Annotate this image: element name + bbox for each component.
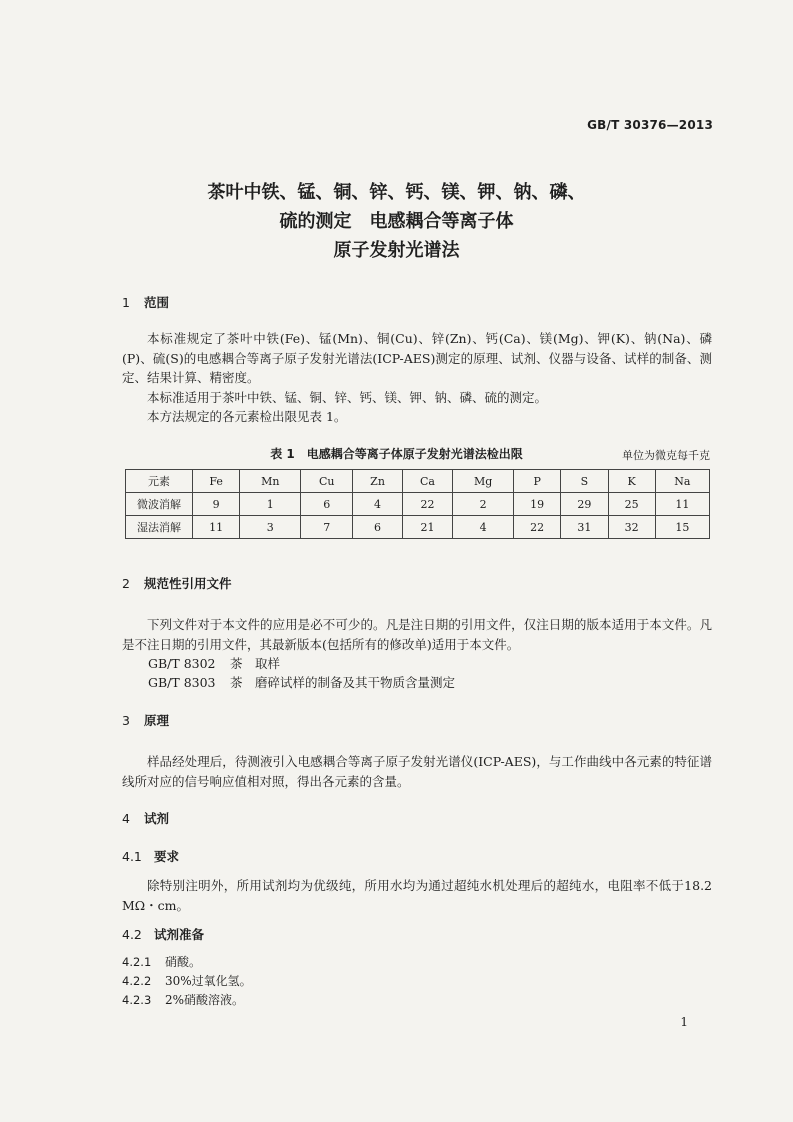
table-cell: 6 [353, 516, 403, 539]
item-number: 4.2.2 [122, 974, 152, 988]
table-header-cell: Cu [301, 470, 353, 493]
table-header-row [126, 470, 710, 493]
table-cell: 4 [353, 493, 403, 516]
section-title: 规范性引用文件 [144, 576, 232, 591]
section-title: 试剂 [144, 811, 170, 826]
item-text: 30%过氧化氢。 [165, 974, 252, 988]
paragraph: 样品经处理后，待测液引入电感耦合等离子原子发射光谱仪(ICP-AES)，与工作曲线中各元素的特征谱线所对应的信号响应值相对照，得出各元素的含量。 [122, 754, 712, 789]
table-cell: 3 [240, 516, 301, 539]
table-row-label: 微波消解 [126, 493, 193, 516]
table-cell: 6 [301, 493, 353, 516]
table-cell: 11 [193, 516, 240, 539]
item-text: 硝酸。 [165, 955, 202, 969]
section-number: 2 [122, 576, 130, 591]
section-3-body [122, 752, 712, 791]
section-1-heading [122, 293, 169, 311]
table-cell: 19 [514, 493, 561, 516]
reference-code: GB/T 8302 [148, 656, 216, 671]
table-header-label: 元素 [126, 470, 193, 493]
table-unit: 单位为微克每千克 [622, 449, 710, 462]
paragraph: 本标准规定了茶叶中铁(Fe)、锰(Mn)、铜(Cu)、锌(Zn)、钙(Ca)、镁(Mg)、钾(K)、钠(Na)、磷(P)、硫(S)的电感耦合等离子原子发射光谱法(ICP-AES)测定的原理、试剂、仪器与设备、试样的制备、测定、结果计算、精密度。 [122, 331, 712, 385]
section-2-body [122, 615, 712, 654]
title-line-1: 茶叶中铁、锰、铜、锌、钙、镁、钾、钠、磷、 [207, 182, 586, 203]
paragraph: 下列文件对于本文件的应用是必不可少的。凡是注日期的引用文件，仅注日期的版本适用于本文件。凡是不注日期的引用文件，其最新版本(包括所有的修改单)适用于本文件。 [122, 617, 712, 652]
paragraph: 除特别注明外，所用试剂均为优级纯，所用水均为通过超纯水机处理后的超纯水，电阻率不低于18.2 MΩ・cm。 [122, 878, 712, 913]
reference-title: 茶 取样 [230, 656, 281, 671]
subsection-number: 4.1 [122, 849, 142, 864]
section-3-heading [122, 711, 169, 729]
table-header-cell: P [514, 470, 561, 493]
table-cell: 1 [240, 493, 301, 516]
section-2-heading [122, 574, 232, 592]
item-number: 4.2.1 [122, 955, 152, 969]
paragraph: 本方法规定的各元素检出限见表 1。 [147, 409, 347, 424]
section-title: 原理 [144, 713, 170, 728]
subsection-number: 4.2 [122, 927, 142, 942]
title-line-3: 原子发射光谱法 [333, 240, 460, 261]
paragraph: 本标准适用于茶叶中铁、锰、铜、锌、钙、镁、钾、钠、磷、硫的测定。 [147, 389, 548, 405]
item-text: 2%硝酸溶液。 [165, 993, 245, 1007]
reagent-item [122, 991, 244, 1008]
table-caption: 表 1 电感耦合等离子体原子发射光谱法检出限 [270, 447, 523, 461]
table-cell: 4 [453, 516, 514, 539]
table-cell: 21 [402, 516, 452, 539]
reference-code: GB/T 8303 [148, 675, 216, 690]
table-cell: 22 [514, 516, 561, 539]
subsection-title: 要求 [154, 849, 180, 864]
table-cell: 25 [608, 493, 655, 516]
item-number: 4.2.3 [122, 993, 152, 1007]
section-title: 范围 [144, 295, 170, 310]
table-cell: 32 [608, 516, 655, 539]
table-cell: 7 [301, 516, 353, 539]
section-number: 4 [122, 811, 130, 826]
title-line-2: 硫的测定 电感耦合等离子体 [279, 211, 514, 232]
table-row [126, 516, 710, 539]
table-cell: 15 [655, 516, 709, 539]
section-number: 3 [122, 713, 130, 728]
normative-reference [148, 654, 280, 672]
table-cell: 22 [402, 493, 452, 516]
page-number: 1 [680, 1015, 688, 1029]
standard-code: GB/T 30376—2013 [587, 118, 713, 132]
section-1-body [122, 329, 712, 427]
table-cell: 9 [193, 493, 240, 516]
subsection-4-1-heading [122, 847, 179, 865]
subsection-title: 试剂准备 [154, 927, 205, 942]
reagent-item [122, 972, 252, 989]
subsection-4-2-heading [122, 925, 204, 943]
table-cell: 29 [561, 493, 608, 516]
detection-limit-table [125, 469, 710, 539]
table-cell: 31 [561, 516, 608, 539]
table-header-cell: Zn [353, 470, 403, 493]
table-header-cell: Mg [453, 470, 514, 493]
table-header-cell: Na [655, 470, 709, 493]
table-header-cell: Mn [240, 470, 301, 493]
section-4-heading [122, 809, 169, 827]
reference-title: 茶 磨碎试样的制备及其干物质含量测定 [230, 675, 456, 690]
table-header-cell: Fe [193, 470, 240, 493]
table-row [126, 493, 710, 516]
section-number: 1 [122, 295, 130, 310]
table-header-cell: S [561, 470, 608, 493]
table-cell: 2 [453, 493, 514, 516]
reagent-item [122, 953, 201, 970]
normative-reference [148, 673, 455, 691]
table-header-cell: K [608, 470, 655, 493]
table-row-label: 湿法消解 [126, 516, 193, 539]
subsection-4-1-body [122, 876, 712, 915]
table-header-cell: Ca [402, 470, 452, 493]
document-title [0, 178, 793, 265]
table-cell: 11 [655, 493, 709, 516]
